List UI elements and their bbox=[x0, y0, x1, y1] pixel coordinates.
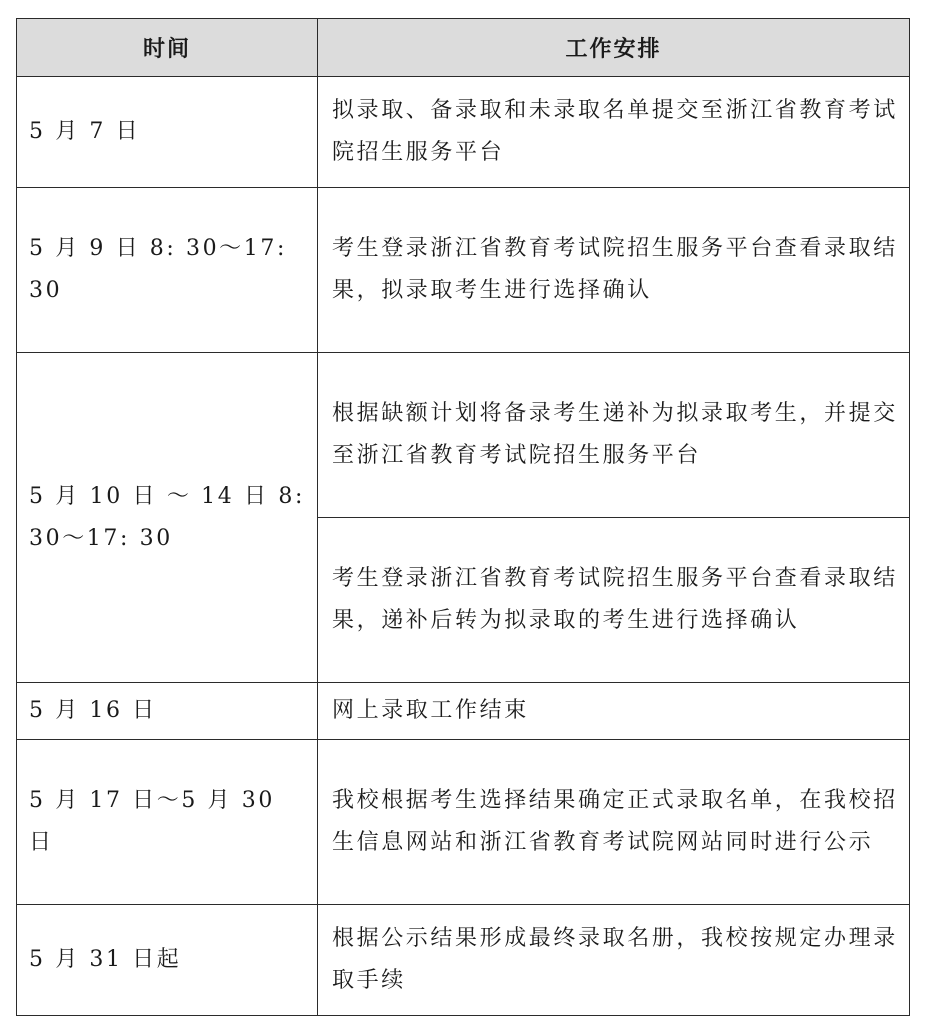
time-column-header: 时间 bbox=[17, 19, 318, 77]
table-header bbox=[17, 19, 910, 77]
task-column-header: 工作安排 bbox=[318, 19, 910, 77]
task-cell: 考生登录浙江省教育考试院招生服务平台查看录取结果，拟录取考生进行选择确认 bbox=[318, 188, 910, 353]
task-cell: 网上录取工作结束 bbox=[318, 683, 910, 740]
task-cell: 根据缺额计划将备录考生递补为拟录取考生，并提交至浙江省教育考试院招生服务平台 bbox=[318, 353, 910, 518]
admission-schedule-table bbox=[16, 18, 910, 1016]
time-cell: 5 月 17 日～5 月 30 日 bbox=[17, 740, 318, 905]
time-cell: 5 月 7 日 bbox=[17, 77, 318, 188]
task-cell: 拟录取、备录取和未录取名单提交至浙江省教育考试院招生服务平台 bbox=[318, 77, 910, 188]
task-cell: 根据公示结果形成最终录取名册，我校按规定办理录取手续 bbox=[318, 905, 910, 1016]
table-body bbox=[17, 77, 910, 1016]
table-row bbox=[17, 740, 910, 905]
task-cell: 我校根据考生选择结果确定正式录取名单，在我校招生信息网站和浙江省教育考试院网站同时进行公示 bbox=[318, 740, 910, 905]
time-cell: 5 月 31 日起 bbox=[17, 905, 318, 1016]
table-row bbox=[17, 353, 910, 518]
header-row bbox=[17, 19, 910, 77]
time-cell: 5 月 16 日 bbox=[17, 683, 318, 740]
task-cell: 考生登录浙江省教育考试院招生服务平台查看录取结果，递补后转为拟录取的考生进行选择确认 bbox=[318, 518, 910, 683]
time-cell: 5 月 9 日 8: 30～17: 30 bbox=[17, 188, 318, 353]
time-cell: 5 月 10 日 ～ 14 日 8: 30～17: 30 bbox=[17, 353, 318, 683]
table-row bbox=[17, 77, 910, 188]
table-row bbox=[17, 683, 910, 740]
table-row bbox=[17, 905, 910, 1016]
table-row bbox=[17, 188, 910, 353]
